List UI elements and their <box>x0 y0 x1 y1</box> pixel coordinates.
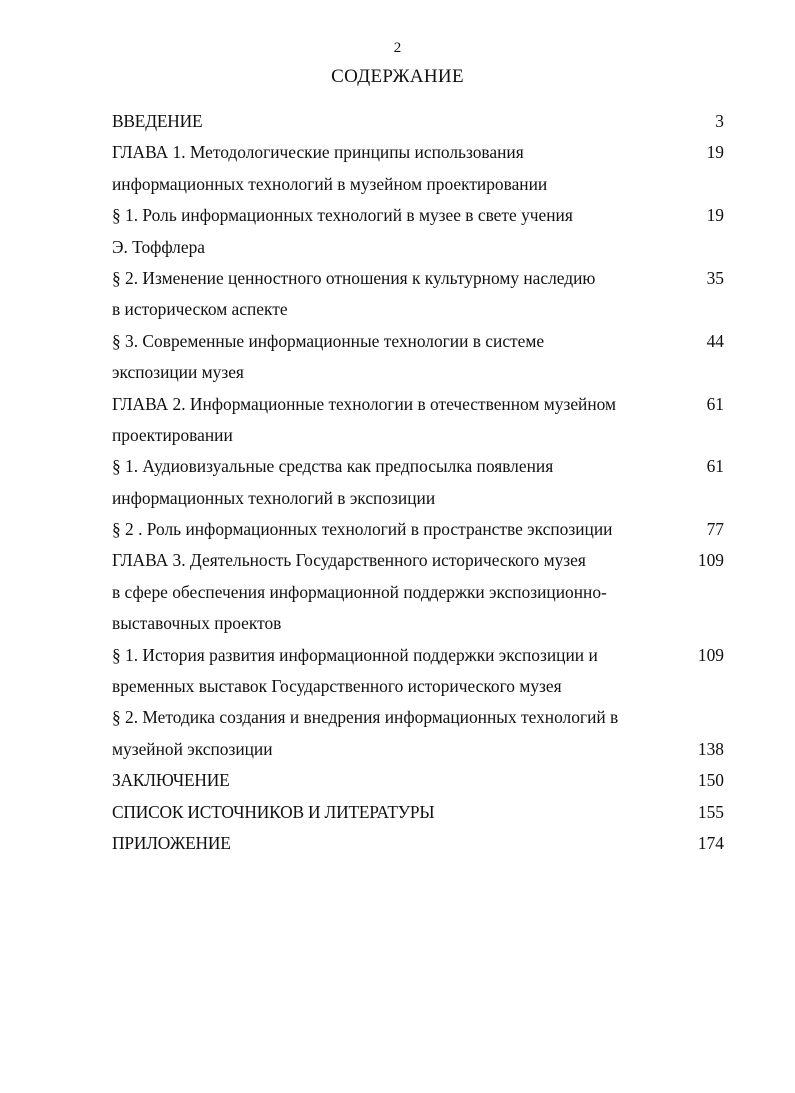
toc-line-text: ГЛАВА 2. Информационные технологии в отечественном музейном <box>112 393 617 414</box>
toc-line-page: 138 <box>697 738 724 759</box>
toc-line-text: § 2. Изменение ценностного отношения к культурному наследию <box>112 267 596 288</box>
toc-line <box>112 451 730 482</box>
toc-line-text: в историческом аспекте <box>112 299 288 320</box>
toc-line <box>112 106 730 137</box>
table-of-contents <box>112 106 730 859</box>
toc-line-page: 19 <box>706 205 724 226</box>
toc-line-text: информационных технологий в музейном проектировании <box>112 173 548 194</box>
toc-line-text: временных выставок Государственного исторического музея <box>112 676 562 697</box>
toc-line-text: музейной экспозиции <box>112 738 273 759</box>
toc-line <box>112 828 730 859</box>
toc-line-page: 109 <box>697 644 724 665</box>
toc-line <box>112 765 730 796</box>
toc-line-text: ГЛАВА 1. Методологические принципы использования <box>112 142 524 163</box>
toc-line <box>112 294 730 325</box>
toc-line-page: 174 <box>697 832 724 853</box>
toc-line <box>112 200 730 231</box>
toc-line <box>112 577 730 608</box>
toc-line <box>112 357 730 388</box>
toc-line-text: ЗАКЛЮЧЕНИЕ <box>112 770 230 791</box>
toc-line-text: СПИСОК ИСТОЧНИКОВ И ЛИТЕРАТУРЫ <box>112 801 435 822</box>
toc-title: СОДЕРЖАНИЕ <box>331 66 464 87</box>
toc-line-page: 61 <box>706 393 724 414</box>
toc-line-text: информационных технологий в экспозиции <box>112 487 436 508</box>
toc-line <box>112 545 730 576</box>
toc-line <box>112 671 730 702</box>
toc-line-page: 109 <box>697 550 724 571</box>
toc-line <box>112 420 730 451</box>
toc-line-text: Э. Тоффлера <box>112 236 205 257</box>
toc-line-text: § 2. Методика создания и внедрения информационных технологий в <box>112 707 619 728</box>
toc-line-text: § 2 . Роль информационных технологий в пространстве экспозиции <box>112 519 613 540</box>
toc-line-text: § 1. Роль информационных технологий в музее в свете учения <box>112 205 573 226</box>
toc-line <box>112 137 730 168</box>
toc-line-page: 150 <box>697 770 724 791</box>
toc-line-text: § 1. Аудиовизуальные средства как предпосылка появления <box>112 456 554 477</box>
toc-line <box>112 326 730 357</box>
toc-line-text: ПРИЛОЖЕНИЕ <box>112 832 231 853</box>
toc-line <box>112 389 730 420</box>
toc-line-page: 77 <box>706 519 724 540</box>
toc-line-page: 61 <box>706 456 724 477</box>
toc-line-text: ВВЕДЕНИЕ <box>112 111 203 131</box>
toc-line-page: 155 <box>697 801 724 822</box>
toc-line <box>112 169 730 200</box>
toc-line <box>112 514 730 545</box>
toc-line <box>112 608 730 639</box>
toc-line-text: экспозиции музея <box>112 362 244 383</box>
toc-line-text: § 1. История развития информационной поддержки экспозиции и <box>112 644 598 665</box>
toc-line-text: в сфере обеспечения информационной поддержки экспозиционно- <box>112 581 607 602</box>
toc-line <box>112 232 730 263</box>
toc-line-page: 19 <box>706 142 724 163</box>
toc-line <box>112 734 730 765</box>
toc-line-text: ГЛАВА 3. Деятельность Государственного исторического музея <box>112 550 586 571</box>
toc-line <box>112 263 730 294</box>
toc-line-page: 35 <box>706 267 724 288</box>
toc-line-page: 44 <box>706 330 724 351</box>
toc-line-text: выставочных проектов <box>112 613 282 634</box>
toc-line <box>112 702 730 733</box>
toc-line-page: 3 <box>715 111 724 131</box>
toc-line <box>112 797 730 828</box>
toc-line <box>112 640 730 671</box>
page-number: 2 <box>393 40 402 56</box>
toc-line-text: проектировании <box>112 424 233 445</box>
toc-line <box>112 483 730 514</box>
toc-line-text: § 3. Современные информационные технологии в системе <box>112 330 545 351</box>
